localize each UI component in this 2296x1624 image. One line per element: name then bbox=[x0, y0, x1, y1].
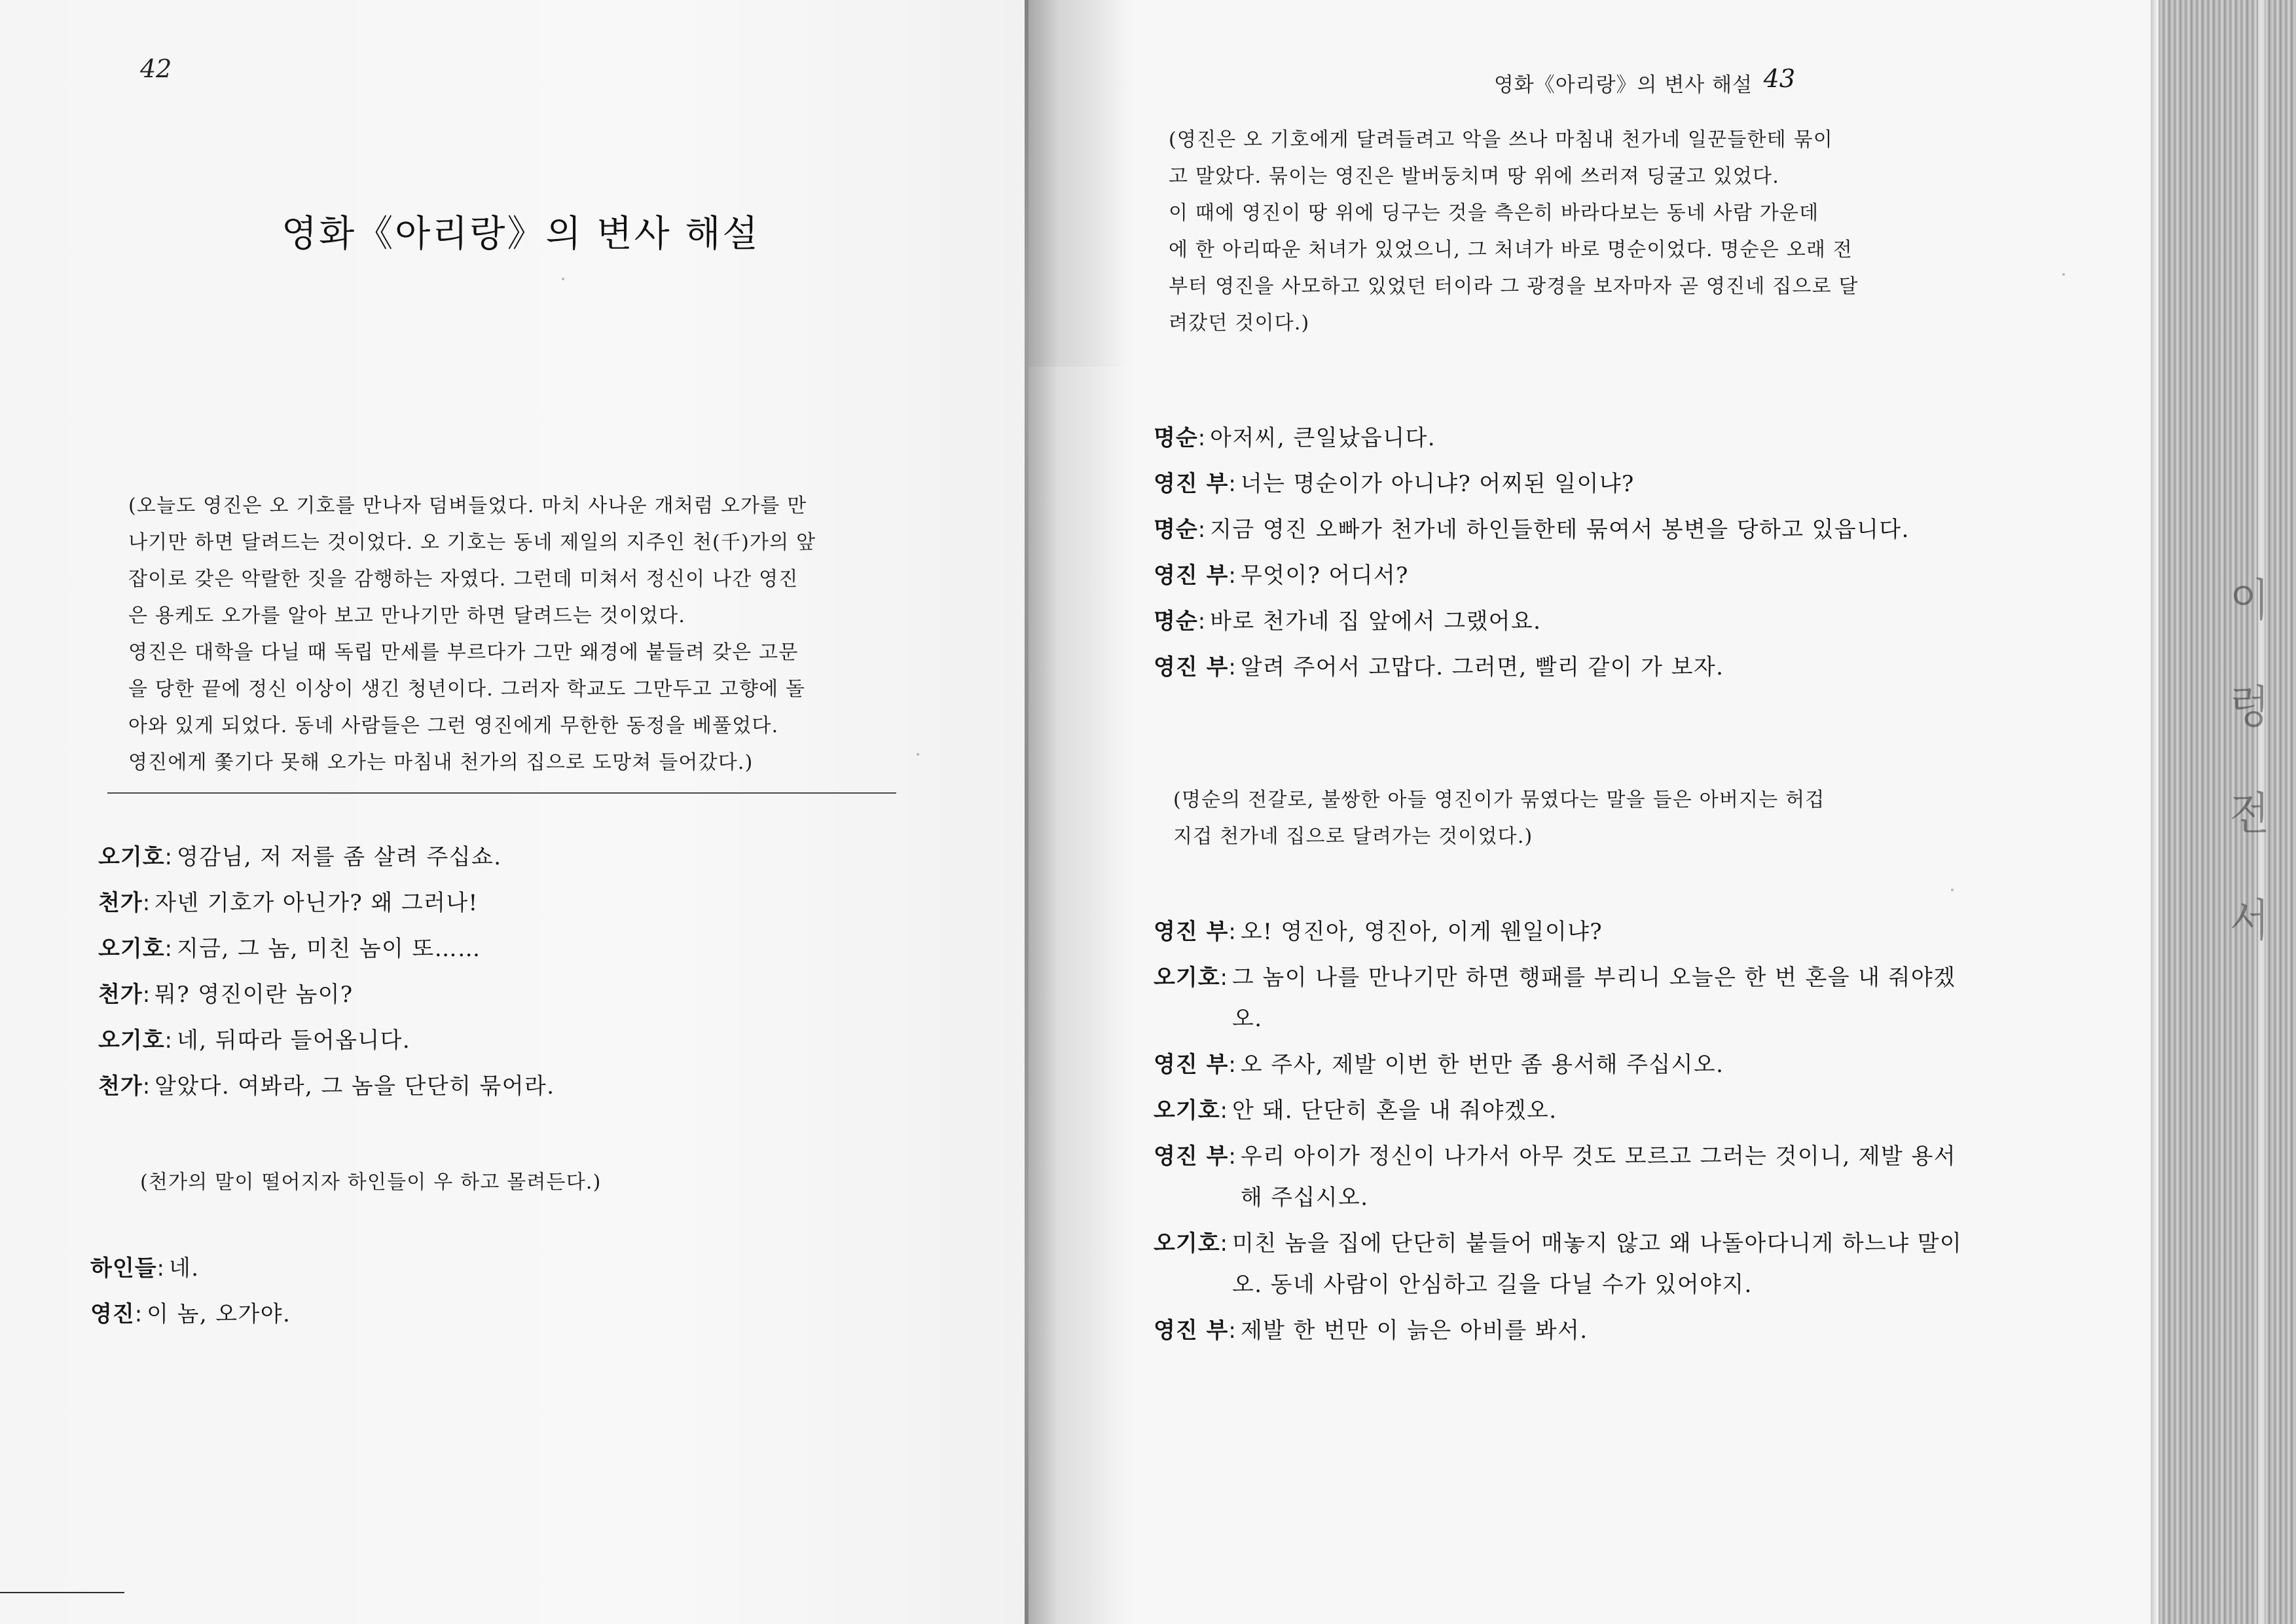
ink-speck bbox=[2062, 273, 2065, 276]
colon-mark: : bbox=[142, 982, 151, 1008]
dialog-text: 이 놈, 오가야. bbox=[147, 1301, 291, 1327]
speaker-label: 천가 bbox=[98, 890, 143, 916]
dialog-line bbox=[1154, 1136, 1972, 1219]
speaker-label: 오기호 bbox=[98, 1027, 165, 1054]
colon-mark: : bbox=[1228, 471, 1236, 497]
speaker-label: 오기호 bbox=[1154, 1230, 1220, 1257]
dialog-line bbox=[1154, 555, 1972, 597]
speaker-label: 하인들 bbox=[90, 1255, 157, 1282]
dialog-line bbox=[1154, 1044, 1972, 1086]
dialog-text: 우리 아이가 정신이 나가서 아무 것도 모르고 그러는 것이니, 제발 용서해 주십시오. bbox=[1240, 1143, 1956, 1211]
dialog-line bbox=[98, 974, 897, 1016]
colon-mark: : bbox=[1228, 919, 1236, 945]
dialog-line bbox=[1154, 509, 1972, 551]
dialog-text: 무엇이? 어디서? bbox=[1240, 563, 1409, 589]
left-dialog-block-1 bbox=[98, 837, 897, 1112]
gutter-line bbox=[1025, 0, 1029, 1624]
colon-mark: : bbox=[1197, 608, 1206, 635]
dialog-text: 뭐? 영진이란 놈이? bbox=[155, 982, 354, 1008]
spine-shadow bbox=[2151, 0, 2159, 1624]
dialog-line bbox=[1154, 601, 1972, 642]
right-dialog-block-1 bbox=[1154, 418, 1972, 693]
colon-mark: : bbox=[142, 890, 151, 916]
colon-mark: : bbox=[134, 1301, 143, 1327]
dialog-line bbox=[1154, 1310, 1972, 1352]
dialog-line bbox=[1154, 647, 1972, 688]
dialog-line bbox=[98, 883, 897, 924]
colon-mark: : bbox=[1197, 517, 1206, 543]
dialog-text: 제발 한 번만 이 늙은 아비를 봐서. bbox=[1240, 1318, 1588, 1344]
dialog-text: 아저씨, 큰일났읍니다. bbox=[1210, 425, 1436, 451]
spine-faded-text: 이 렁 전 서 bbox=[2222, 576, 2270, 946]
colon-mark: : bbox=[164, 844, 173, 870]
colon-mark: : bbox=[142, 1073, 151, 1099]
colon-mark: : bbox=[1197, 425, 1206, 451]
dialog-text: 미친 놈을 집에 단단히 붙들어 매놓지 않고 왜 나돌아다니게 하느냐 말이오. 동네 사람이 안심하고 길을 다닐 수가 있어야지. bbox=[1232, 1230, 1963, 1298]
left-section-divider bbox=[107, 792, 896, 794]
left-small-narration: (천가의 말이 떨어지자 하인들이 우 하고 몰려든다.) bbox=[140, 1171, 602, 1194]
speaker-label: 명순 bbox=[1154, 517, 1198, 543]
dialog-text: 바로 천가네 집 앞에서 그랬어요. bbox=[1210, 608, 1542, 635]
dialog-line bbox=[98, 1066, 897, 1107]
speaker-label: 명순 bbox=[1154, 608, 1198, 635]
speaker-label: 오기호 bbox=[1154, 1098, 1220, 1124]
speaker-label: 영진 부 bbox=[1154, 1052, 1229, 1078]
colon-mark: : bbox=[1228, 1318, 1236, 1344]
right-intro-narration: (영진은 오 기호에게 달려들려고 악을 쓰나 마침내 천가네 일꾼들한테 묶이 고 말았다. 묶이는 영진은 발버둥치며 땅 위에 쓰러져 딩굴고 있었다. 이 때에 영진이 땅 위에 딩구는 것을 측은히 바라다보는 동네 사람 가운데 에 한 아리따운 처녀가 있었으니, 그 처녀가 바로 명순이었다. 명순은 오래 전 부터 영진을 사모하고 있었던 터이라 그 광경을 보자마자 곧 영진네 집으로 달 려갔던 것이다.) bbox=[1169, 128, 1859, 335]
left-intro-narration: (오늘도 영진은 오 기호를 만나자 덤벼들었다. 마치 사나운 개처럼 오가를 만 나기만 하면 달려드는 것이었다. 오 기호는 동네 제일의 지주인 천(千)가의 앞 잡이로 갖은 악랄한 짓을 감행하는 자였다. 그런데 미쳐서 정신이 나간 영진 은 용케도 오가를 알아 보고 만나기만 하면 달려드는 것이었다. 영진은 대학을 다닐 때 독립 만세를 부르다가 그만 왜경에 붙들려 갖은 고문 을 당한 끝에 정신 이상이 생긴 청년이다. 그러자 학교도 그만두고 고향에 돌 아와 있게 되었다. 동네 사람들은 그런 영진에게 무한한 동정을 베풀었다. 영진에게 쫓기다 못해 오가는 마침내 천가의 집으로 도망쳐 들어갔다.) bbox=[128, 494, 816, 774]
dialog-line bbox=[98, 837, 897, 878]
speaker-label: 영진 부 bbox=[1154, 1318, 1229, 1344]
colon-mark: : bbox=[1228, 654, 1236, 680]
speaker-label: 영진 부 bbox=[1154, 654, 1229, 680]
dialog-line bbox=[1154, 1090, 1972, 1132]
dialog-text: 네. bbox=[169, 1255, 200, 1282]
colon-mark: : bbox=[164, 936, 173, 962]
speaker-label: 오기호 bbox=[98, 844, 165, 870]
dialog-text: 알았다. 여봐라, 그 놈을 단단히 묶어라. bbox=[155, 1073, 555, 1099]
dialog-line bbox=[98, 1020, 897, 1061]
colon-mark: : bbox=[1228, 563, 1236, 589]
right-page-number: 43 bbox=[1763, 64, 1795, 93]
left-page-number: 42 bbox=[140, 54, 172, 83]
speaker-label: 영진 부 bbox=[1154, 1143, 1229, 1170]
ink-speck bbox=[917, 753, 919, 756]
speaker-label: 영진 bbox=[90, 1301, 135, 1327]
dialog-text: 네, 뒤따라 들어옵니다. bbox=[177, 1027, 411, 1054]
dialog-line bbox=[90, 1294, 549, 1335]
dialog-line bbox=[1154, 912, 1972, 953]
ink-speck bbox=[562, 278, 564, 280]
colon-mark: : bbox=[164, 1027, 173, 1054]
running-head: 영화《아리랑》의 변사 해설 bbox=[1493, 73, 1753, 97]
dialog-text: 오 주사, 제발 이번 한 번만 좀 용서해 주십시오. bbox=[1240, 1052, 1724, 1078]
dialog-line bbox=[1154, 957, 1972, 1040]
dialog-text: 지금, 그 놈, 미친 놈이 또…… bbox=[177, 936, 481, 962]
speaker-label: 영진 부 bbox=[1154, 919, 1229, 945]
page-title: 영화《아리랑》의 변사 해설 bbox=[282, 213, 760, 255]
dialog-text: 알려 주어서 고맙다. 그러면, 빨리 같이 가 보자. bbox=[1240, 654, 1724, 680]
speaker-label: 오기호 bbox=[98, 936, 165, 962]
speaker-label: 명순 bbox=[1154, 425, 1198, 451]
right-dialog-block-2 bbox=[1154, 912, 1972, 1356]
dialog-line bbox=[90, 1248, 549, 1289]
dialog-text: 지금 영진 오빠가 천가네 하인들한테 묶여서 봉변을 당하고 있읍니다. bbox=[1210, 517, 1910, 543]
left-dialog-block-2 bbox=[90, 1248, 549, 1340]
speaker-label: 영진 부 bbox=[1154, 471, 1229, 497]
bottom-edge-rule bbox=[0, 1592, 124, 1593]
dialog-text: 그 놈이 나를 만나기만 하면 행패를 부리니 오늘은 한 번 혼을 내 줘야겠오. bbox=[1232, 965, 1956, 1032]
colon-mark: : bbox=[1220, 1098, 1228, 1124]
ink-speck bbox=[1951, 889, 1954, 891]
dialog-line bbox=[98, 929, 897, 970]
dialog-text: 자넨 기호가 아닌가? 왜 그러나! bbox=[155, 890, 479, 916]
dialog-text: 오! 영진아, 영진아, 이게 웬일이냐? bbox=[1240, 919, 1603, 945]
dialog-line bbox=[1154, 1223, 1972, 1306]
speaker-label: 영진 부 bbox=[1154, 563, 1229, 589]
dialog-text: 너는 명순이가 아니냐? 어찌된 일이냐? bbox=[1240, 471, 1635, 497]
dialog-text: 영감님, 저 저를 좀 살려 주십쇼. bbox=[177, 844, 502, 870]
dialog-line bbox=[1154, 464, 1972, 505]
dialog-line bbox=[1154, 418, 1972, 459]
colon-mark: : bbox=[1220, 1230, 1228, 1257]
right-small-narration: (명순의 전갈로, 불쌍한 아들 영진이가 묶였다는 말을 들은 아버지는 허겁 지겁 천가네 집으로 달려가는 것이었다.) bbox=[1173, 788, 1825, 848]
speaker-label: 오기호 bbox=[1154, 965, 1220, 991]
colon-mark: : bbox=[1228, 1143, 1236, 1170]
colon-mark: : bbox=[1228, 1052, 1236, 1078]
colon-mark: : bbox=[1220, 965, 1228, 991]
speaker-label: 천가 bbox=[98, 1073, 143, 1099]
dialog-text: 안 돼. 단단히 혼을 내 줘야겠오. bbox=[1232, 1098, 1558, 1124]
speaker-label: 천가 bbox=[98, 982, 143, 1008]
colon-mark: : bbox=[156, 1255, 165, 1282]
